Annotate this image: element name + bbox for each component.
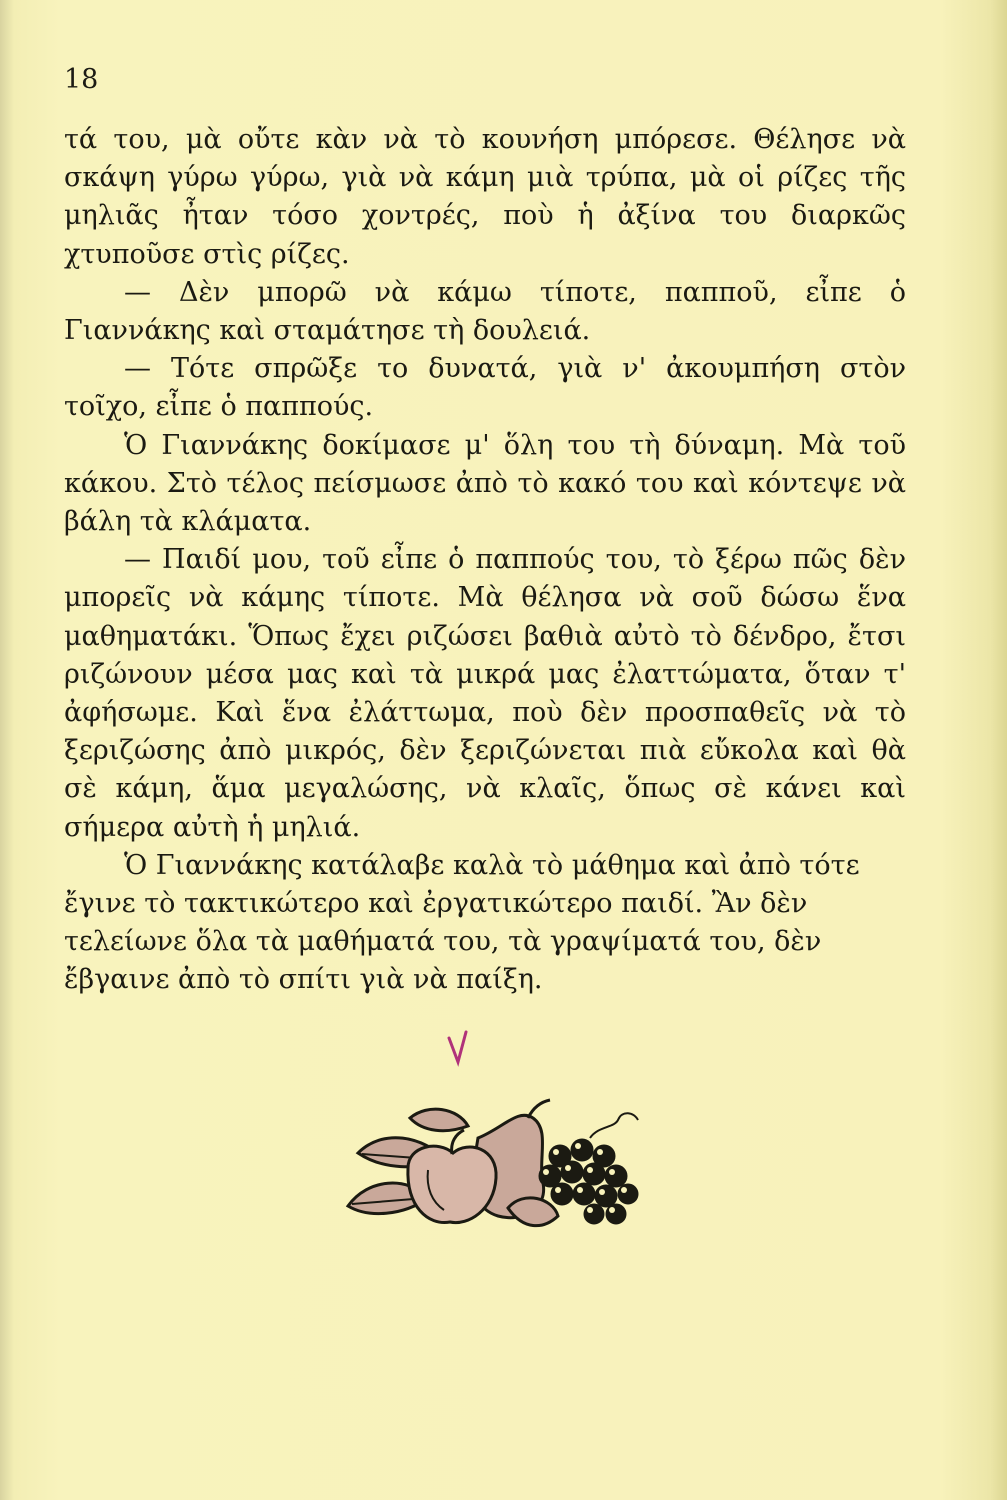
fruit-vignette-icon xyxy=(328,1098,658,1248)
body-text xyxy=(64,121,906,1000)
paragraph-2: — Δὲν μπορῶ νὰ κάμω τίποτε, παπποῦ, εἶπε ὁ Γιαννάκης καὶ σταμάτησε τὴ δουλειά. xyxy=(64,276,906,347)
paragraph-6: Ὁ Γιαννάκης κατάλαβε καλὰ τὸ μάθημα καὶ ἀπὸ τότε ἔγινε τὸ τακτικώτερο καὶ ἐργατικώτερο παιδί. Ἂν δὲν τελείωνε ὅλα τὰ μαθήματά του, τὰ γραψίματά του, δὲν ἔβγαινε ἀπὸ τὸ σπίτι γιὰ νὰ παίξη. xyxy=(64,849,860,996)
paragraph-3: — Τότε σπρῶξε το δυνατά, γιὰ ν' ἀκουμπήση στὸν τοῖχο, εἶπε ὁ παππούς. xyxy=(64,353,906,423)
page-number: 18 xyxy=(64,64,99,95)
paragraph-1: τά του, μὰ οὔτε κὰν νὰ τὸ κουνήση μπόρεσε. Θέλησε νὰ σκάψη γύρω γύρω, γιὰ νὰ κάμη μιὰ τρύπα, μὰ οἱ ρίζες τῆς μηλιᾶς ἦταν τόσο χοντρές, ποὺ ἡ ἀξίνα του διαρκῶς χτυποῦσε στὶς ρίζες. xyxy=(64,124,906,270)
pen-check-mark-icon xyxy=(446,1028,472,1072)
paragraph-5: — Παιδί μου, τοῦ εἶπε ὁ παππούς του, τὸ ξέρω πῶς δὲν μπορεῖς νὰ κάμης τίποτε. Μὰ θέλησα νὰ σοῦ δώσω ἕνα μαθηματάκι. Ὅπως ἔχει ριζώσει βαθιὰ αὐτὸ τὸ δένδρο, ἔτσι ριζώνουν μέσα μας καὶ τὰ μικρά μας ἐλαττώματα, ὅταν τ' ἀφήσωμε. Καὶ ἕνα ἐλάττωμα, ποὺ δὲν προσπαθεῖς νὰ τὸ ξεριζώσης ἀπὸ μικρός, δὲν ξεριζώνεται πιὰ εὔκολα καὶ θὰ σὲ κάμη, ἅμα μεγαλώσης, νὰ κλαῖς, ὅπως σὲ κάνει καὶ σήμερα αὐτὴ ἡ μηλιά. xyxy=(64,544,906,843)
paragraph-4: Ὁ Γιαννάκης δοκίμασε μ' ὅλη του τὴ δύναμη. Μὰ τοῦ κάκου. Στὸ τέλος πείσμωσε ἀπὸ τὸ κακό του καὶ κόντεψε νὰ βάλη τὰ κλάματα. xyxy=(64,429,906,538)
